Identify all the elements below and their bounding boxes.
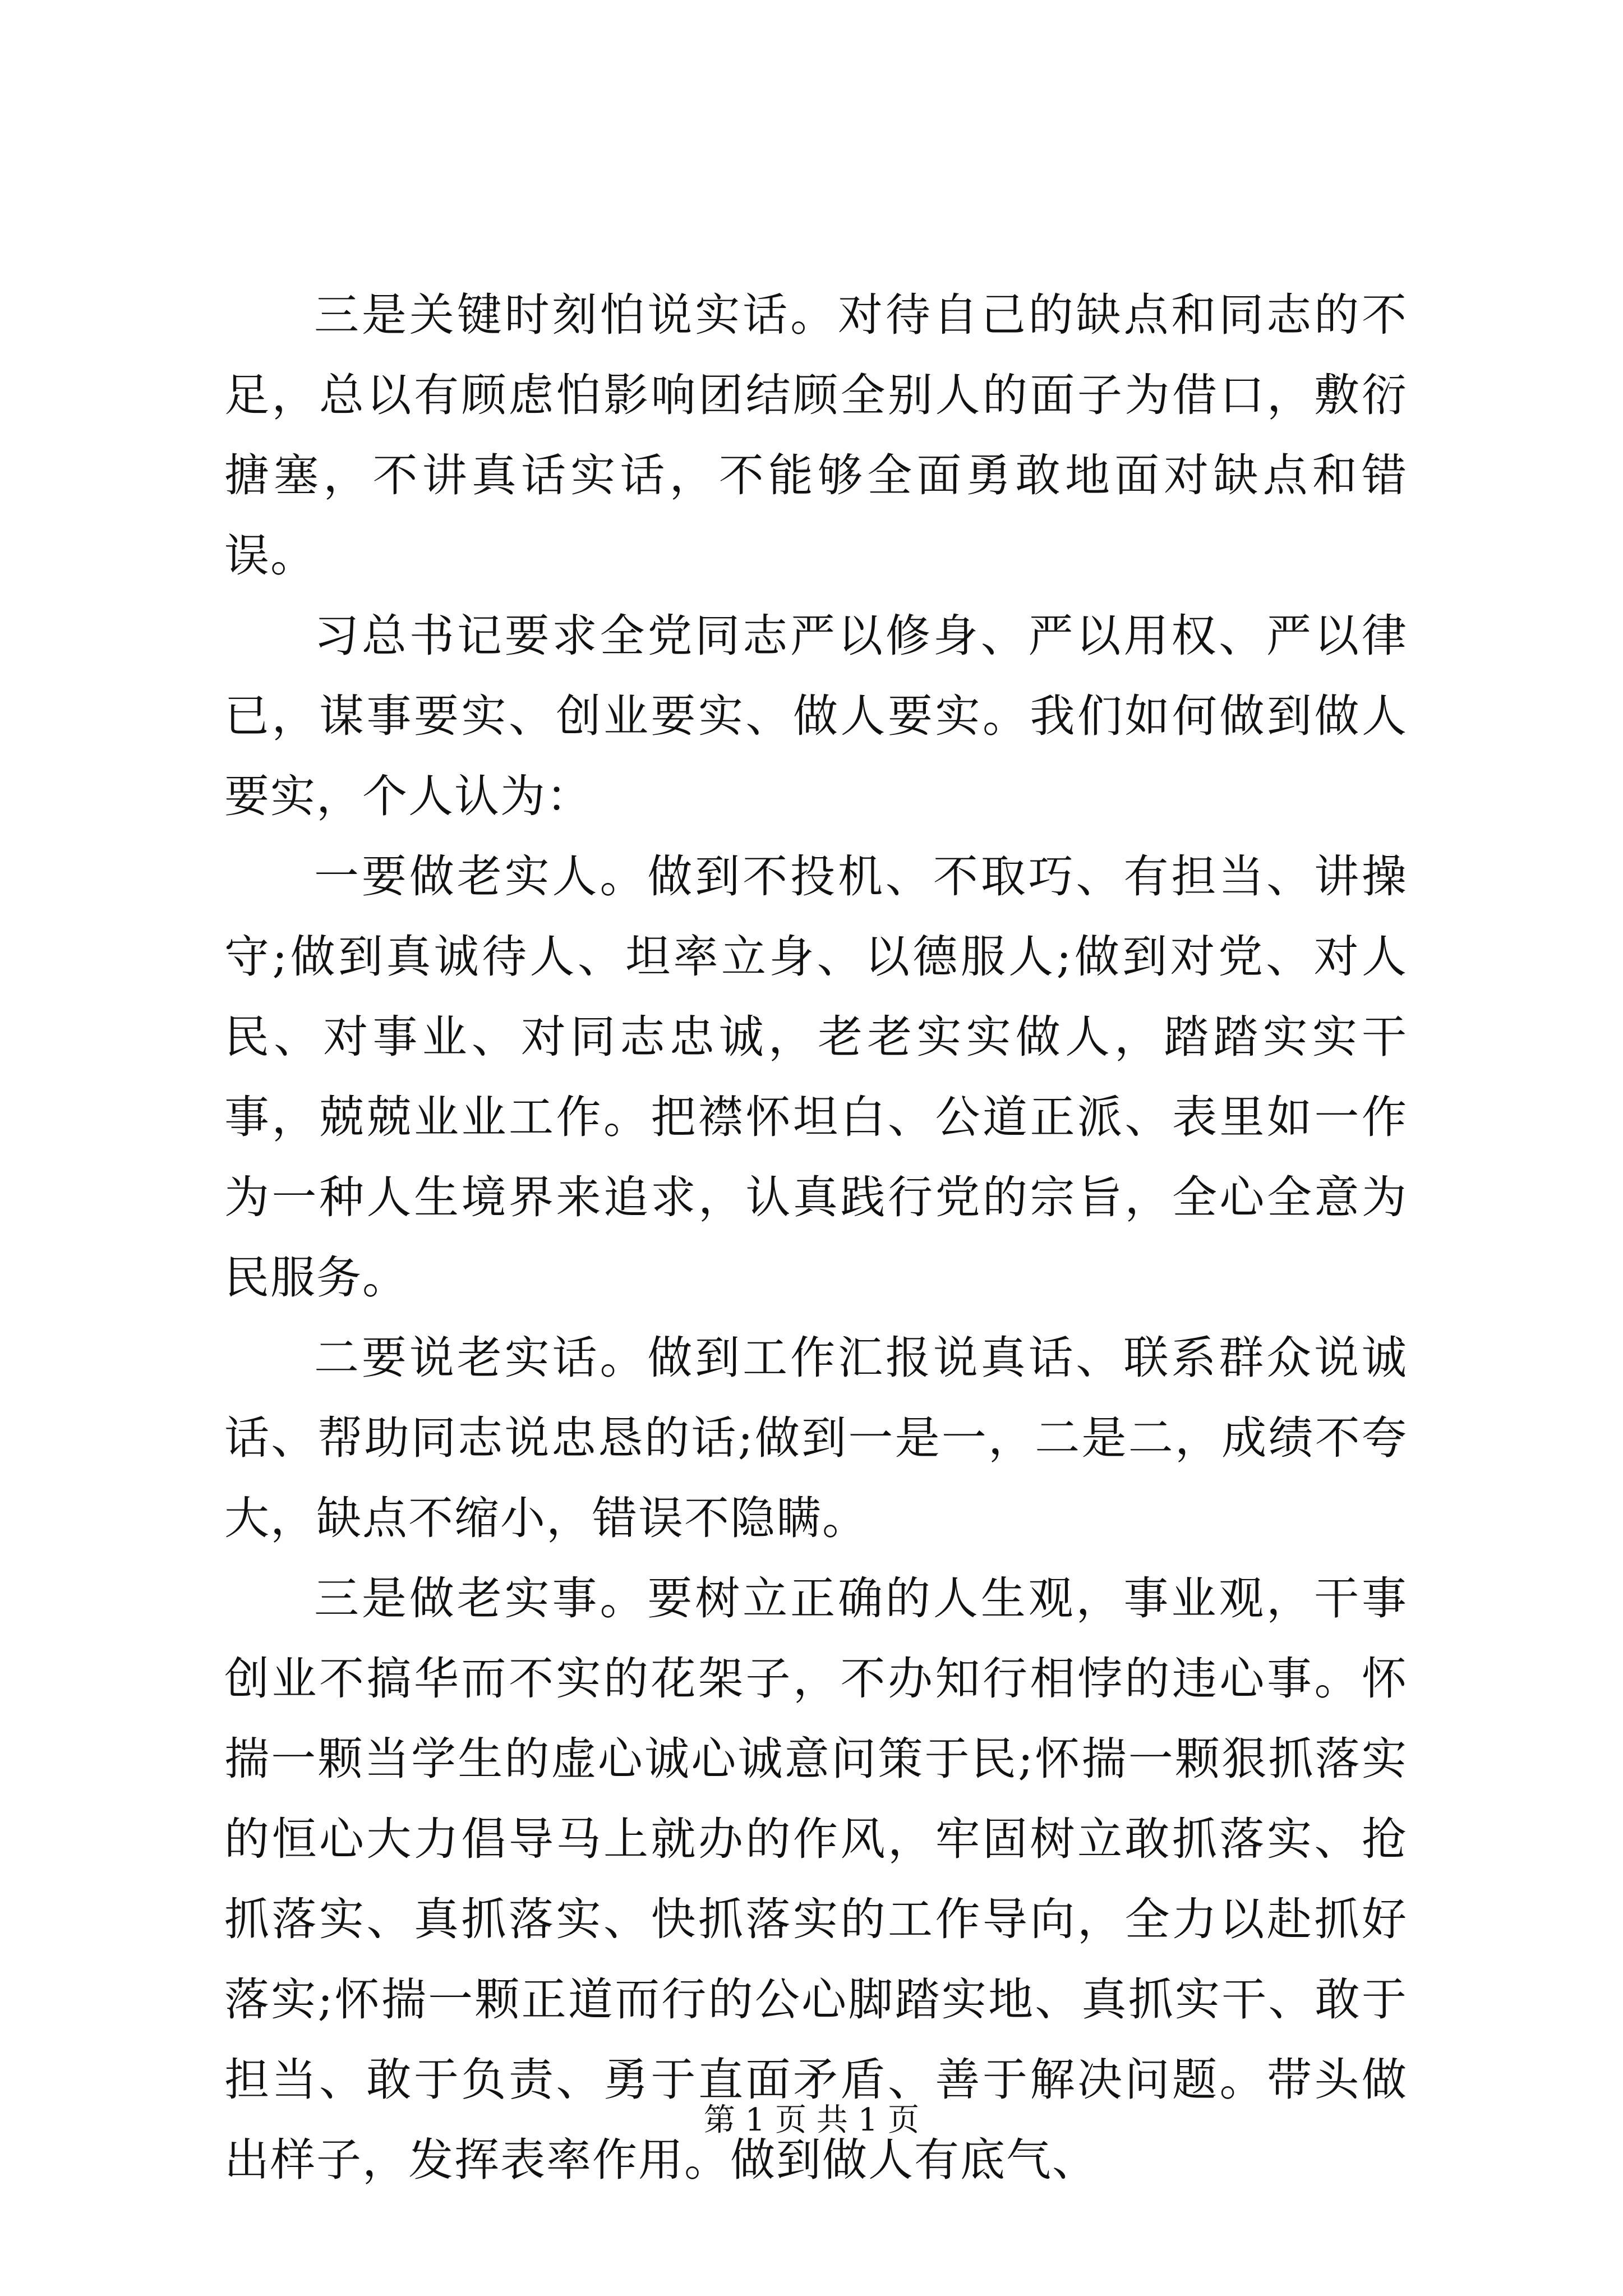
paragraph: 一要做老实人。做到不投机、不取巧、有担当、讲操守;做到真诚待人、坦率立身、以德服人;做到对党、对人民、对事业、对同志忠诚，老老实实做人，踏踏实实干事，兢兢业业工作。把襟怀坦白、公道正派、表里如一作为一种人生境界来追求，认真践行党的宗旨，全心全意为民服务。 <box>224 850 1408 1304</box>
paragraph: 三是关键时刻怕说实话。对待自己的缺点和同志的不足，总以有顾虑怕影响团结顾全别人的面子为借口，敷衍搪塞，不讲真话实话，不能够全面勇敢地面对缺点和错误。 <box>224 289 1408 582</box>
document-body <box>224 275 1408 2200</box>
paragraph: 习总书记要求全党同志严以修身、严以用权、严以律已，谋事要实、创业要实、做人要实。我们如何做到做人要实，个人认为： <box>224 610 1408 822</box>
paragraph: 三是做老实事。要树立正确的人生观，事业观，干事创业不搞华而不实的花架子，不办知行相悖的违心事。怀揣一颗当学生的虚心诚心诚意问策于民;怀揣一颗狠抓落实的恒心大力倡导马上就办的作风，牢固树立敢抓落实、抢抓落实、真抓落实、快抓落实的工作导向，全力以赴抓好落实;怀揣一颗正道而行的公心脚踏实地、真抓实干、敢于担当、敢于负责、勇于直面矛盾、善于解决问题。带头做出样子，发挥表率作用。做到做人有底气、 <box>224 1572 1408 2186</box>
page-number-footer: 第 1 页 共 1 页 <box>703 2102 920 2138</box>
paragraph: 二要说老实话。做到工作汇报说真话、联系群众说诚话、帮助同志说忠恳的话;做到一是一，二是二，成绩不夸大，缺点不缩小，错误不隐瞒。 <box>224 1332 1408 1544</box>
